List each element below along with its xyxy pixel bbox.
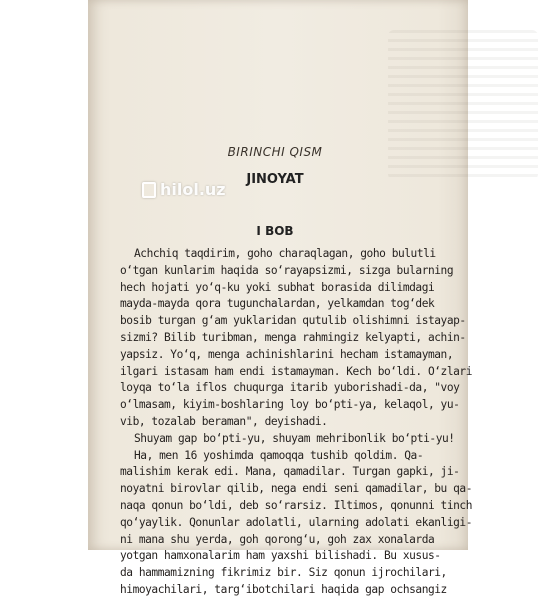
text-line: mayda-mayda qora tugunchalardan, yelkamdan tog‘dek: [120, 297, 435, 311]
text-line: o‘tgan kunlarim haqida so‘rayapsizmi, sizga bularning: [120, 263, 454, 277]
text-line: yapsiz. Yo‘q, menga achinishlarini hecham istamayman,: [120, 347, 454, 361]
text-line: yotgan hamxonalarim ham yaxshi bilishadi. Bu xusus-: [120, 549, 441, 563]
text-line: hech hojati yo‘q-ku yoki subhat borasida dilimdagi: [120, 280, 435, 294]
chapter-heading: I BOB: [256, 224, 294, 238]
text-line: Shuyam gap bo‘pti-yu, shuyam mehribonlik bo‘pti-yu!: [134, 431, 455, 445]
book-section-title: JINOYAT: [246, 172, 304, 187]
part-label: BIRINCHI QISM: [227, 145, 323, 159]
text-line: loyqa to‘la iflos chuqurga itarib yuborishadi-da, "voy: [120, 381, 460, 395]
text-line: vib, tozalab beraman", deyishadi.: [120, 414, 328, 428]
watermark: [142, 180, 226, 199]
body-text: [120, 246, 472, 599]
site-logo-icon: [142, 182, 156, 198]
text-line: malishim kerak edi. Mana, qamadilar. Turgan gapki, ji-: [120, 465, 460, 479]
text-line: noyatni birovlar qilib, nega endi seni qamadilar, bu qa-: [120, 482, 472, 496]
text-line: sizmi? Bilib turibman, menga rahmingiz kelyapti, achin-: [120, 330, 466, 344]
text-line: qo‘yaylik. Qonunlar adolatli, ularning adolati ekanligi-: [120, 515, 472, 529]
text-line: Ha, men 16 yoshimda qamoqqa tushib qoldim. Qa-: [134, 448, 424, 462]
text-line: Achchiq taqdirim, goho charaqlagan, goho bulutli: [134, 247, 436, 260]
text-line: ilgari istasam ham endi istamayman. Kech bo‘ldi. O‘zlari: [120, 364, 472, 378]
text-line: naqa qonun bo‘ldi, deb so‘rarsiz. Iltimos, qonunni tinch: [120, 498, 472, 512]
text-line: bosib turgan g‘am yuklaridan qutulib olishimni istayap-: [120, 314, 466, 328]
text-line: da hammamizning fikrimiz bir. Siz qonun ijrochilari,: [120, 566, 447, 580]
text-line: himoyachilari, targ‘ibotchilari haqida gap ochsangiz: [120, 582, 447, 596]
watermark-text: hilol.uz: [160, 180, 226, 199]
text-line: o‘lmasam, kiyim-boshlaring loy bo‘pti-ya, kelaqol, yu-: [120, 398, 460, 412]
text-line: ni mana shu yerda, goh qorong‘u, goh zax xonalarda: [120, 532, 435, 546]
